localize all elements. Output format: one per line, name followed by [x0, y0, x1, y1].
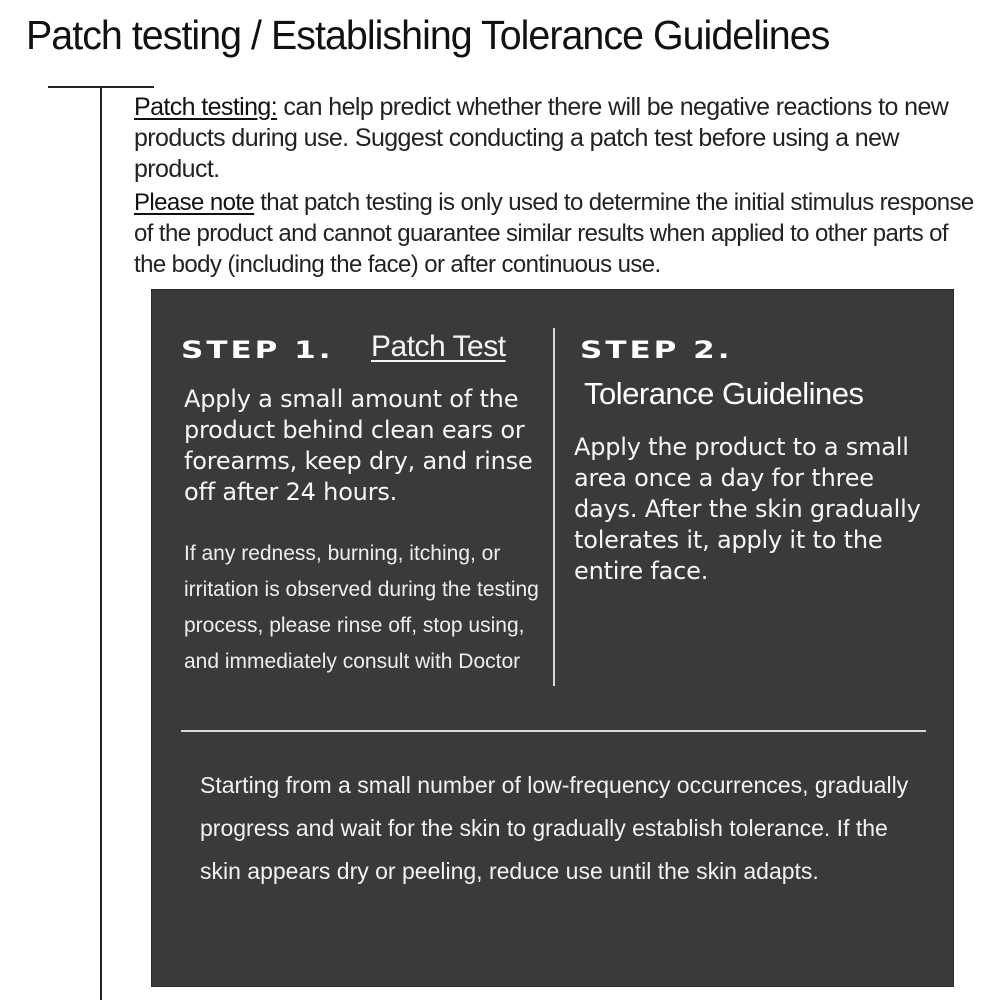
- instructions-panel: [152, 290, 953, 986]
- section-divider: [181, 730, 926, 732]
- tolerance-footer-text: Starting from a small number of low-frequency occurrences, gradually progress and wait for the skin to gradually establish tolerance. If the skin appears dry or peeling, reduce use until the skin adapts.: [200, 772, 909, 884]
- intro-section: [134, 92, 974, 280]
- please-note-label: Please note: [134, 189, 255, 216]
- step2-subheading: Tolerance Guidelines: [584, 376, 864, 411]
- patch-testing-text: can help predict whether there will be negative reactions to new products during use. Suggest conducting a patch test before using a new product.: [134, 93, 949, 183]
- patch-testing-paragraph: [134, 92, 974, 185]
- step1-heading: STEP 1.: [181, 335, 334, 364]
- page-title: Patch testing / Establishing Tolerance Guidelines: [26, 12, 830, 58]
- step1-subheading: Patch Test: [371, 330, 506, 363]
- decorative-vertical-rule: [100, 86, 102, 1000]
- step2-body: Apply the product to a small area once a day for three days. After the skin gradually tolerates it, apply it to the entire face.: [574, 433, 921, 585]
- patch-testing-label: Patch testing:: [134, 93, 278, 121]
- column-divider: [553, 328, 555, 686]
- please-note-paragraph: [134, 187, 974, 280]
- step1-body: Apply a small amount of the product behind clean ears or forearms, keep dry, and rinse off after 24 hours.: [184, 385, 533, 506]
- step2-heading: STEP 2.: [580, 335, 733, 364]
- step1-warning: If any redness, burning, itching, or irritation is observed during the testing process, please rinse off, stop using, and immediately consult with Doctor: [184, 542, 539, 673]
- please-note-text: that patch testing is only used to determine the initial stimulus response of the product and cannot guarantee similar results when applied to other parts of the body (including the face) or after continuous use.: [134, 189, 974, 278]
